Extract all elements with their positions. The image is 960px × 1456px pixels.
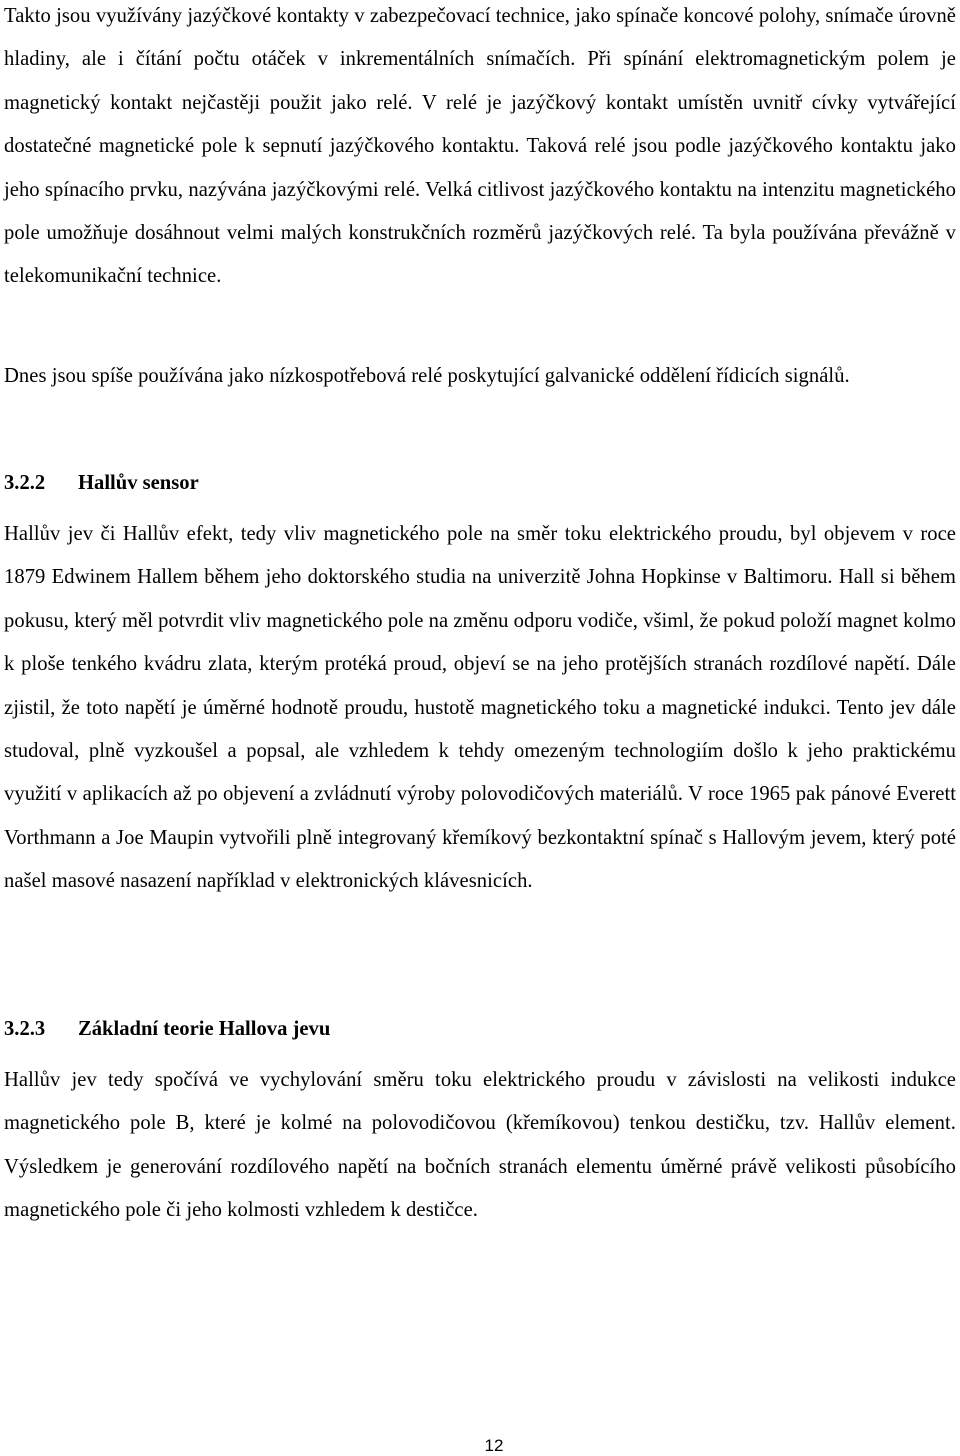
paragraph-hall-history: Hallův jev či Hallův efekt, tedy vliv magnetického pole na směr toku elektrického proudu, byl objevem v roce 1879 Edwinem Hallem během jeho doktorského studia na univerzitě Johna Hopkinse v Baltimoru. Hall si během pokusu, který měl potvrdit vliv magnetického pole na změnu odporu vodiče, všiml, že pokud položí magnet kolmo k ploše tenkého kvádru zlata, kterým protéká proud, objeví se na jeho protějších stranách rozdílové napětí. Dále zjistil, že toto napětí je úměrné hodnotě proudu, hustotě magnetického toku a magnetické indukci. Tento jev dále studoval, plně vyzkoušel a popsal, ale vzhledem k tehdy omezeným technologiím došlo k jeho praktickému využití v aplikacích až po objevení a zvládnutí výroby polovodičových materiálů. V roce 1965 pak pánové Everett Vorthmann a Joe Maupin vytvořili plně integrovaný křemíkový bezkontaktní spínač s Hallovým jevem, který poté našel masové nasazení například v elektronických klávesnicích. [4, 523, 956, 893]
paragraph-hall-principle: Hallův jev tedy spočívá ve vychylování směru toku elektrického proudu v závislosti na velikosti indukce magnetického pole B, které je kolmé na polovodičovou (křemíkovou) tenkou destičku, tzv. Hallův element. Výsledkem je generování rozdílového napětí na bočních stranách elementu úměrné právě velikosti působícího magnetického pole či jeho kolmosti vzhledem k destičce. [4, 1069, 956, 1222]
section-number: 3.2.2 [4, 472, 46, 494]
paragraph-low-power-relays: Dnes jsou spíše používána jako nízkospotřebová relé poskytující galvanické oddělení řídicích signálů. [4, 365, 850, 387]
document-page [4, 0, 956, 1456]
paragraph-reed-contacts: Takto jsou využívány jazýčkové kontakty v zabezpečovací technice, jako spínače koncové polohy, snímače úrovně hladiny, ale i čítání počtu otáček v inkrementálních snímačích. Při spínání elektromagnetickým polem je magnetický kontakt nejčastěji použit jako relé. V relé je jazýčkový kontakt umístěn uvnitř cívky vytvářející dostatečné magnetické pole k sepnutí jazýčkového kontaktu. Taková relé jsou podle jazýčkového kontaktu jako jeho spínacího prvku, nazývána jazýčkovými relé. Velká citlivost jazýčkového kontaktu na intenzitu magnetického pole umožňuje dosáhnout velmi malých konstrukčních rozměrů jazýčkových relé. Ta byla používána převážně v telekomunikační technice. [4, 5, 956, 288]
section-number: 3.2.3 [4, 1018, 46, 1040]
section-heading-hall-sensor [4, 467, 956, 499]
section-title: Základní teorie Hallova jevu [78, 1018, 331, 1040]
page-number: 12 [484, 1436, 504, 1455]
section-title: Hallův sensor [78, 472, 199, 494]
section-heading-hall-theory [4, 1013, 956, 1045]
